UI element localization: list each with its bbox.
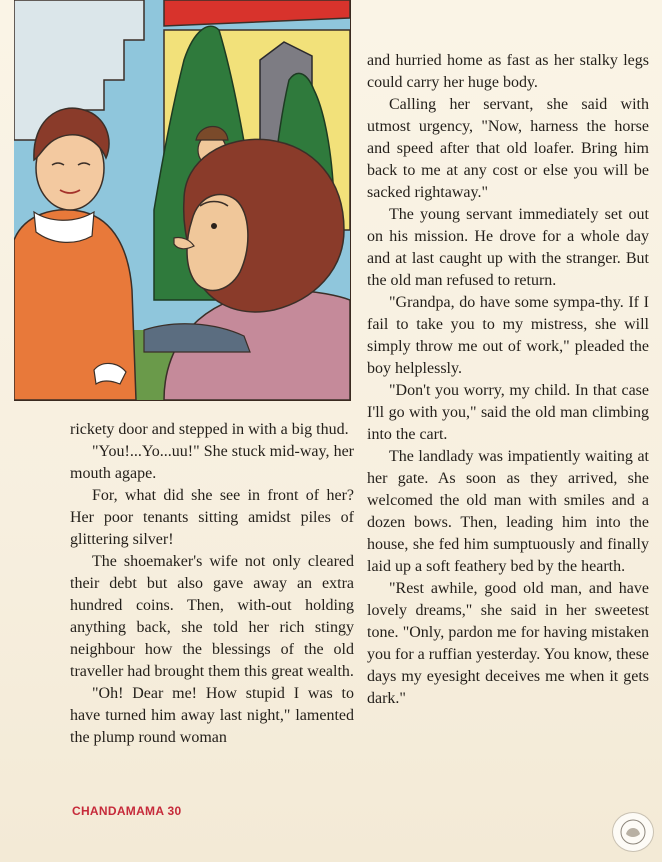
paragraph: Calling her servant, she said with utmost urgency, "Now, harness the horse and speed after that old loafer. Bring him back to me at any cost or else you will be sacked rightaway."	[367, 96, 649, 201]
paragraph: "Oh! Dear me! How stupid I was to have turned him away last night," lamented the plump round woman	[70, 685, 354, 746]
page-footer: CHANDAMAMA 30	[72, 804, 182, 818]
paragraph: "Grandpa, do have some sympa-thy. If I fail to take you to my mistress, she will simply throw me out of work," pleaded the boy helplessly.	[367, 294, 649, 377]
paragraph: The young servant immediately set out on his mission. He drove for a whole day and at last caught up with the stranger. But the old man refused to return.	[367, 206, 649, 289]
illustration-art	[14, 0, 350, 400]
illustration-oldman-eye	[211, 223, 217, 229]
paragraph: "Don't you worry, my child. In that case I'll go with you," said the old man climbing into the cart.	[367, 382, 649, 443]
paragraph: The landlady was impatiently waiting at her gate. As soon as they arrived, she welcomed the old man with smiles and a dozen bows. Then, leading him into the house, she fed him sumptuously and finally laid up a soft feathery bed by the hearth.	[367, 448, 649, 575]
story-illustration	[14, 0, 351, 401]
library-stamp-icon	[612, 812, 654, 852]
left-text-column	[70, 419, 354, 749]
paragraph: "You!...Yo...uu!" She stuck mid-way, her mouth agape.	[70, 443, 354, 482]
paragraph: The shoemaker's wife not only cleared their debt but also gave away an extra hundred coins. Then, with-out holding anything back, she told her rich stingy neighbour how the blessings of the old traveller had brought them this great wealth.	[70, 553, 354, 680]
paragraph: rickety door and stepped in with a big thud.	[70, 421, 349, 438]
paragraph: "Rest awhile, good old man, and have lovely dreams," she said in her sweetest tone. "Only, pardon me for having mistaken you for a ruffian yesterday. You know, these days my eyesight deceives me when it gets dark."	[367, 580, 650, 707]
paragraph: For, what did she see in front of her? Her poor tenants sitting amidst piles of glittering silver!	[70, 487, 354, 548]
paragraph: and hurried home as fast as her stalky legs could carry her huge body.	[367, 52, 649, 91]
stamp-glyph-icon	[618, 818, 648, 846]
right-text-column	[367, 50, 649, 710]
